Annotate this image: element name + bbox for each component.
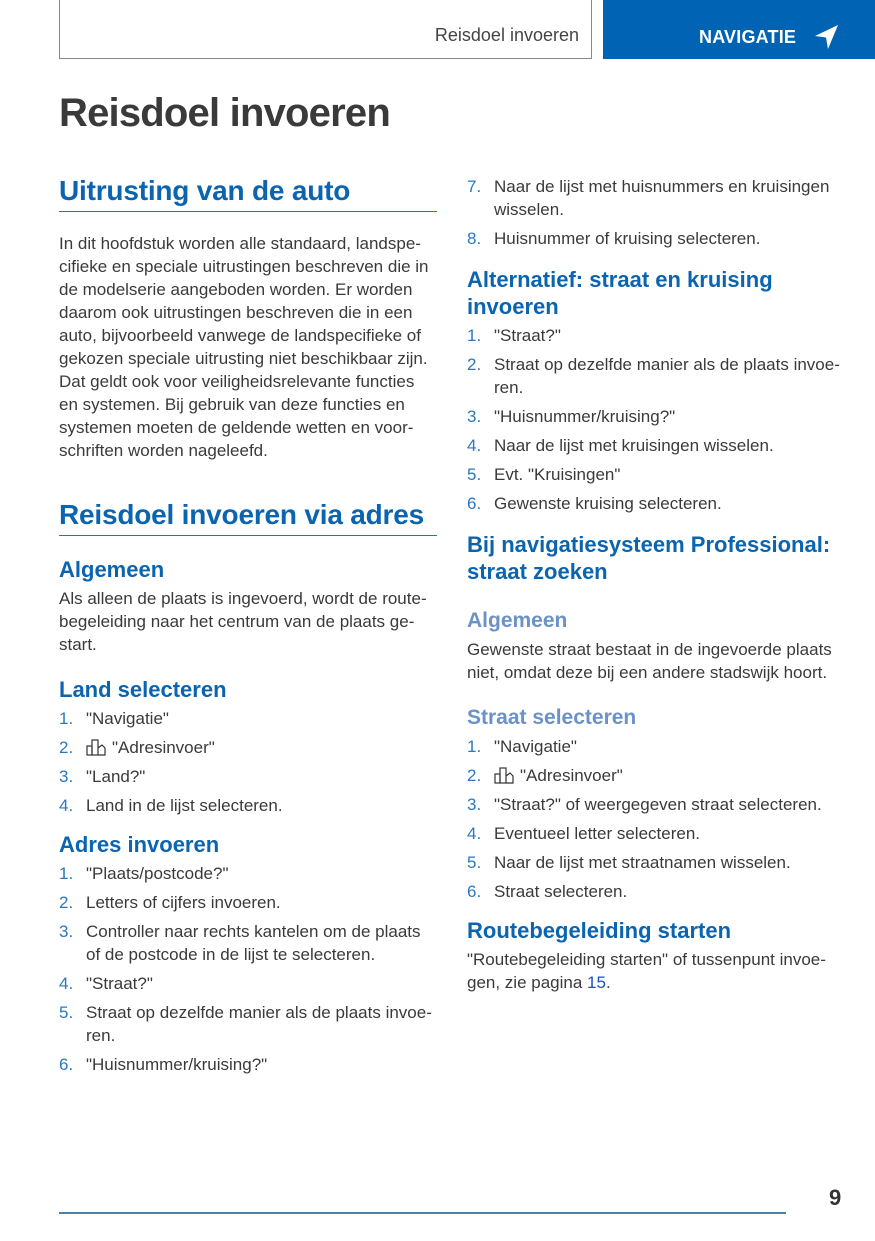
list-item: 4. "Straat?" bbox=[59, 974, 153, 993]
list-item: 6. "Huisnummer/kruising?" bbox=[59, 1055, 268, 1074]
list-item: 2. Straat op dezelfde manier als de plaats invoeren. bbox=[467, 355, 840, 397]
general-text: Als alleen de plaats is ingevoerd, wordt de routebegeleiding naar het centrum van de plaats gestart. bbox=[59, 589, 427, 654]
list-item: 6. Gewenste kruising selecteren. bbox=[467, 494, 722, 513]
section-heading-equipment: Uitrusting van de auto bbox=[59, 173, 437, 212]
subheading-professional: Bij navigatiesysteem Professional: straat zoeken bbox=[467, 532, 831, 584]
list-item: 8. Huisnummer of kruising selecteren. bbox=[467, 229, 761, 248]
subheading-select-street: Straat selecteren bbox=[467, 706, 637, 729]
address-entry-icon bbox=[494, 766, 514, 784]
list-item: 2. Letters of cijfers invoeren. bbox=[59, 893, 281, 912]
section-heading-address: Reisdoel invoeren via adres bbox=[59, 497, 437, 536]
page-link[interactable]: 15 bbox=[587, 973, 606, 992]
list-item: 4. Land in de lijst selecteren. bbox=[59, 796, 283, 815]
header-section-box bbox=[59, 0, 592, 59]
subheading-enter-address: Adres invoeren bbox=[59, 832, 220, 857]
chapter-label: NAVIGATIE bbox=[699, 27, 797, 47]
subheading-pro-general: Algemeen bbox=[467, 609, 568, 632]
footer-divider bbox=[59, 1212, 786, 1214]
list-item: 2. "Adresinvoer" bbox=[467, 766, 623, 785]
route-text: "Routebegeleiding starten" of tussenpunt invoegen, zie pagina 15. bbox=[467, 950, 826, 992]
list-item: 3. "Straat?" of weergegeven straat selecteren. bbox=[467, 795, 822, 814]
list-item: 1. "Navigatie" bbox=[467, 737, 577, 756]
list-item: 1. "Straat?" bbox=[467, 326, 561, 345]
list-item: 1. "Plaats/postcode?" bbox=[59, 864, 229, 883]
address-steps bbox=[59, 862, 437, 1076]
address-steps-continued bbox=[467, 175, 845, 250]
navigation-arrow-icon bbox=[814, 24, 840, 50]
list-item: 4. Naar de lijst met kruisingen wisselen. bbox=[467, 436, 774, 455]
subheading-country: Land selecteren bbox=[59, 677, 227, 702]
list-item: 2. "Adresinvoer" bbox=[59, 738, 215, 757]
list-item: 3. "Land?" bbox=[59, 767, 146, 786]
pro-general-text: Gewenste straat bestaat in de ingevoerde plaats niet, omdat deze bij een andere stadswijk hoort. bbox=[467, 640, 832, 682]
list-item: 5. Evt. "Kruisingen" bbox=[467, 465, 621, 484]
street-steps bbox=[467, 735, 845, 903]
country-steps bbox=[59, 707, 437, 817]
list-item: 7. Naar de lijst met huisnummers en kruisingen wisselen. bbox=[467, 177, 830, 219]
alternative-steps bbox=[467, 324, 845, 515]
header-section-title: Reisdoel invoeren bbox=[434, 25, 579, 45]
address-entry-icon bbox=[86, 738, 106, 756]
list-item: 3. Controller naar rechts kantelen om de plaats of de postcode in de lijst te selecteren. bbox=[59, 922, 421, 964]
chapter-tab bbox=[603, 0, 875, 59]
subheading-general: Algemeen bbox=[59, 557, 165, 582]
right-column bbox=[467, 175, 845, 994]
list-item: 5. Naar de lijst met straatnamen wisselen. bbox=[467, 853, 791, 872]
subheading-start-guidance: Routebegeleiding starten bbox=[467, 918, 732, 943]
list-item: 6. Straat selecteren. bbox=[467, 882, 628, 901]
subheading-alternative: Alternatief: straat en kruising invoeren bbox=[467, 267, 773, 319]
page-title: Reisdoel invoeren bbox=[59, 91, 390, 135]
list-item: 1. "Navigatie" bbox=[59, 709, 169, 728]
list-item: 4. Eventueel letter selecteren. bbox=[467, 824, 701, 843]
left-column bbox=[59, 173, 437, 1082]
list-item: 3. "Huisnummer/kruising?" bbox=[467, 407, 676, 426]
equipment-text: In dit hoofdstuk worden alle standaard, landspecifieke en speciale uitrustingen beschreven die in de modelserie aangeboden worden. Er worden daarom ook uitrustingen beschreven die in een auto, bijvoorbeeld vanwege de landspecifieke of gekozen speciale uitrusting niet beschikbaar zijn. Dat geldt ook voor veiligheidsrelevante functies en systemen. Bij gebruik van deze functies en systemen moeten de geldende wetten en voorschriften worden nageleefd. bbox=[59, 234, 429, 460]
list-item: 5. Straat op dezelfde manier als de plaats invoeren. bbox=[59, 1003, 432, 1045]
page-number: 9 bbox=[829, 1185, 842, 1210]
